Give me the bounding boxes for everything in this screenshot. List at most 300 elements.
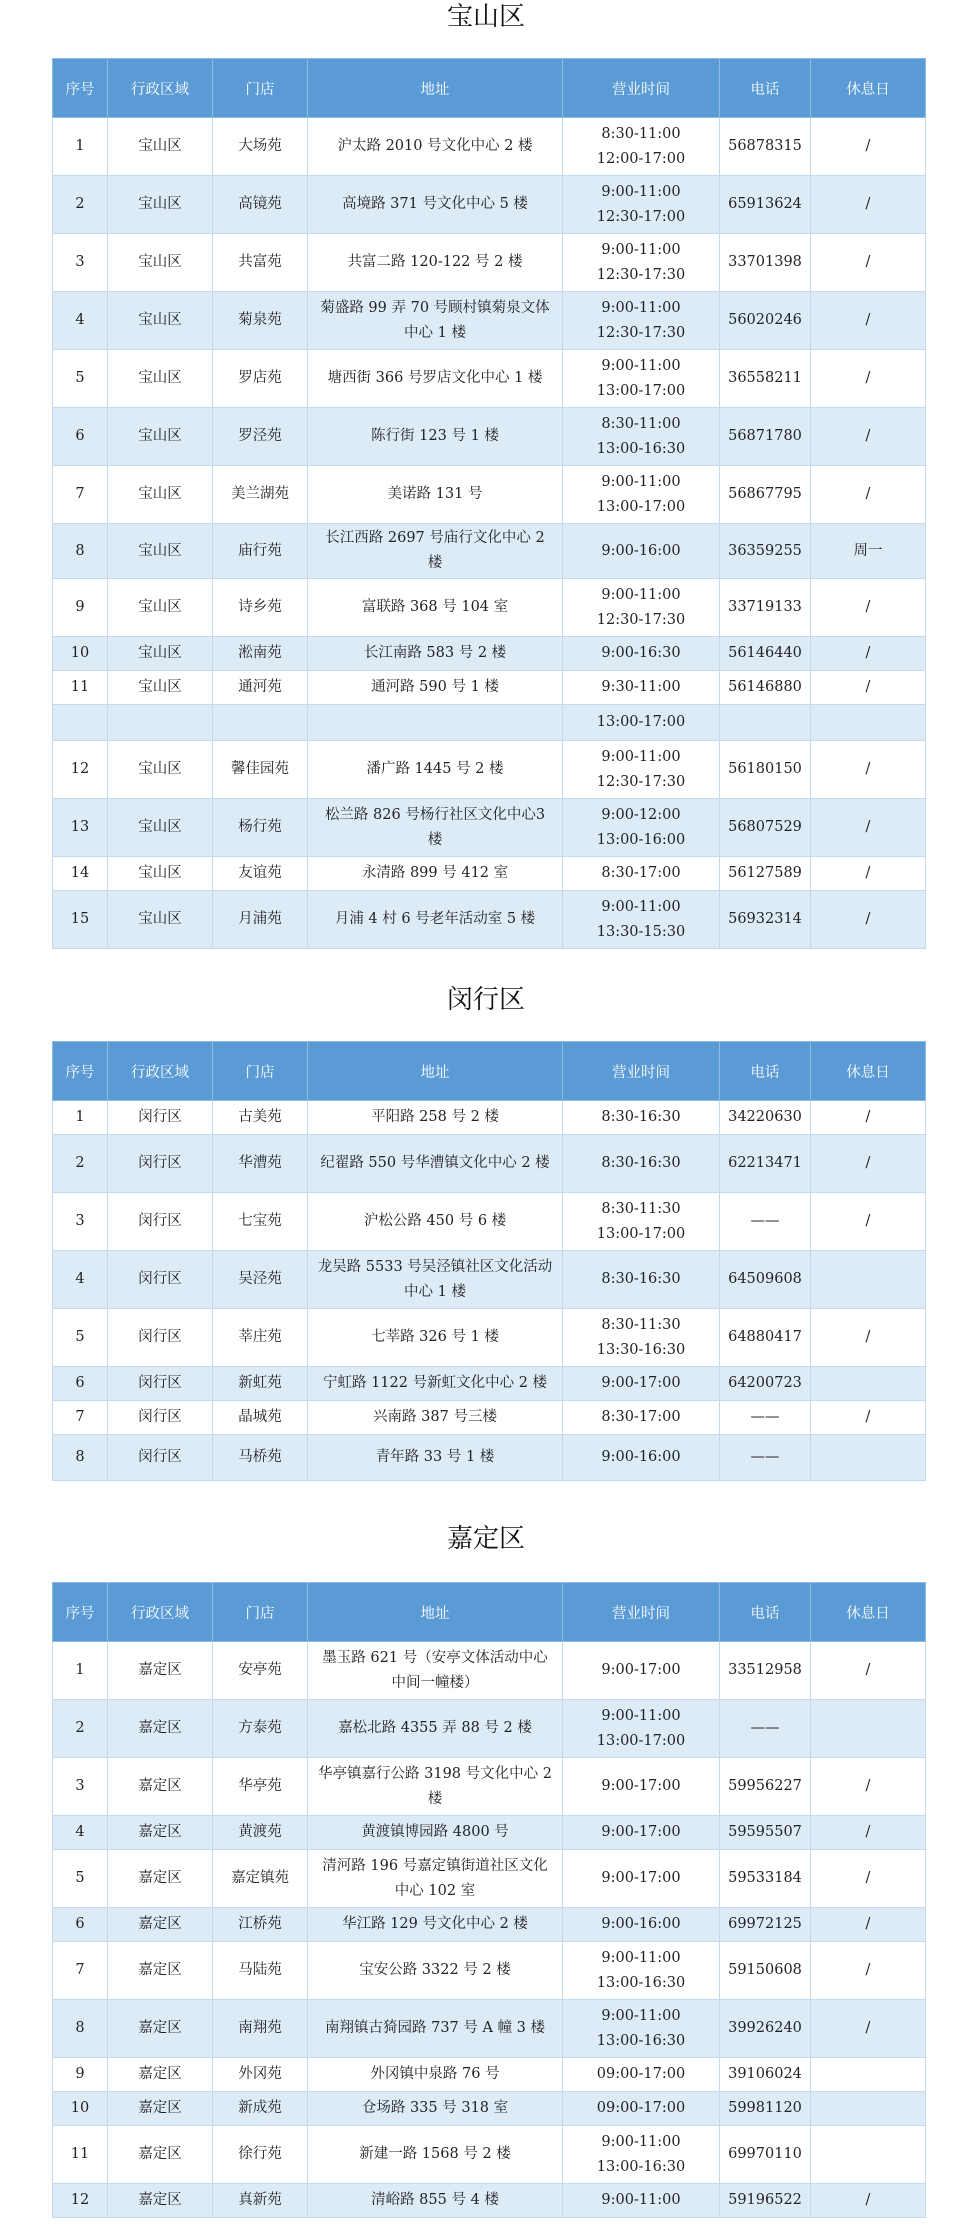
col-header-hours: 营业时间 — [563, 1042, 720, 1101]
cell-address: 通河路 590 号 1 楼 — [308, 671, 563, 705]
cell-index: 11 — [53, 671, 108, 705]
cell-index: 3 — [53, 234, 108, 292]
cell-address: 清峪路 855 号 4 楼 — [308, 2184, 563, 2218]
cell-index: 7 — [53, 466, 108, 524]
table-row — [53, 408, 926, 466]
cell-address: 高境路 371 号文化中心 5 楼 — [308, 176, 563, 234]
cell-rest-day: 周一 — [811, 524, 926, 579]
cell-hours: 09:00-17:00 — [563, 2092, 720, 2126]
cell-store: 莘庄苑 — [213, 1309, 308, 1367]
cell-address: 宁虹路 1122 号新虹文化中心 2 楼 — [308, 1367, 563, 1401]
cell-store: 真新苑 — [213, 2184, 308, 2218]
cell-district: 宝山区 — [108, 579, 213, 637]
cell-hours: 9:00-16:00 — [563, 1908, 720, 1942]
cell-district: 宝山区 — [108, 408, 213, 466]
cell-store: 嘉定镇苑 — [213, 1850, 308, 1908]
cell-address: 美诺路 131 号 — [308, 466, 563, 524]
cell-store: 方泰苑 — [213, 1700, 308, 1758]
cell-district: 闵行区 — [108, 1101, 213, 1135]
cell-district: 宝山区 — [108, 637, 213, 671]
table-row — [53, 705, 926, 741]
cell-rest-day — [811, 705, 926, 741]
cell-rest-day — [811, 2126, 926, 2184]
cell-store: 外冈苑 — [213, 2058, 308, 2092]
cell-address: 宝安公路 3322 号 2 楼 — [308, 1942, 563, 2000]
cell-district: 宝山区 — [108, 891, 213, 949]
table-row — [53, 1758, 926, 1816]
cell-index: 7 — [53, 1401, 108, 1435]
table-row — [53, 176, 926, 234]
table-row — [53, 2184, 926, 2218]
cell-hours: 9:00-11:00 13:00-16:30 — [563, 2126, 720, 2184]
cell-district: 嘉定区 — [108, 2000, 213, 2058]
table-row — [53, 799, 926, 857]
cell-index: 12 — [53, 2184, 108, 2218]
cell-index: 13 — [53, 799, 108, 857]
cell-rest-day: / — [811, 799, 926, 857]
cell-hours: 9:30-11:00 — [563, 671, 720, 705]
cell-address: 潘广路 1445 号 2 楼 — [308, 741, 563, 799]
cell-rest-day: / — [811, 292, 926, 350]
cell-hours: 9:00-16:00 — [563, 1435, 720, 1481]
cell-rest-day — [811, 1435, 926, 1481]
cell-phone: 64200723 — [720, 1367, 811, 1401]
cell-hours: 9:00-11:00 12:30-17:30 — [563, 579, 720, 637]
cell-store: 新虹苑 — [213, 1367, 308, 1401]
cell-store: 马桥苑 — [213, 1435, 308, 1481]
cell-rest-day: / — [811, 1908, 926, 1942]
cell-store: 安亭苑 — [213, 1642, 308, 1700]
cell-index: 6 — [53, 1367, 108, 1401]
table-row — [53, 292, 926, 350]
cell-hours: 13:00-17:00 — [563, 705, 720, 741]
cell-store: 七宝苑 — [213, 1193, 308, 1251]
cell-phone: 56146440 — [720, 637, 811, 671]
cell-address: 七莘路 326 号 1 楼 — [308, 1309, 563, 1367]
cell-hours: 8:30-11:30 13:30-16:30 — [563, 1309, 720, 1367]
cell-index: 7 — [53, 1942, 108, 2000]
cell-district: 嘉定区 — [108, 2058, 213, 2092]
cell-rest-day: / — [811, 1758, 926, 1816]
cell-index: 8 — [53, 1435, 108, 1481]
cell-phone: 59196522 — [720, 2184, 811, 2218]
col-header-store: 门店 — [213, 1583, 308, 1642]
cell-index: 9 — [53, 2058, 108, 2092]
col-header-district: 行政区域 — [108, 1583, 213, 1642]
col-header-store: 门店 — [213, 1042, 308, 1101]
col-header-rest-day: 休息日 — [811, 1583, 926, 1642]
cell-phone: 59150608 — [720, 1942, 811, 2000]
cell-rest-day: / — [811, 2184, 926, 2218]
cell-district: 嘉定区 — [108, 1942, 213, 2000]
cell-address: 龙吴路 5533 号吴泾镇社区文化活动中心 1 楼 — [308, 1251, 563, 1309]
cell-hours: 8:30-11:00 13:00-16:30 — [563, 408, 720, 466]
cell-hours: 9:00-17:00 — [563, 1642, 720, 1700]
cell-district: 宝山区 — [108, 350, 213, 408]
col-header-district: 行政区域 — [108, 1042, 213, 1101]
cell-rest-day: / — [811, 1135, 926, 1193]
cell-address: 月浦 4 村 6 号老年活动室 5 楼 — [308, 891, 563, 949]
cell-phone: —— — [720, 1193, 811, 1251]
table-row — [53, 2126, 926, 2184]
cell-phone — [720, 705, 811, 741]
cell-store: 共富苑 — [213, 234, 308, 292]
cell-hours: 9:00-16:30 — [563, 637, 720, 671]
cell-rest-day — [811, 2058, 926, 2092]
cell-rest-day — [811, 1700, 926, 1758]
cell-district: 嘉定区 — [108, 1908, 213, 1942]
col-header-phone: 电话 — [720, 1583, 811, 1642]
cell-hours: 9:00-17:00 — [563, 1758, 720, 1816]
cell-rest-day: / — [811, 891, 926, 949]
table-row — [53, 1816, 926, 1850]
col-header-phone: 电话 — [720, 1042, 811, 1101]
cell-store: 菊泉苑 — [213, 292, 308, 350]
cell-district: 嘉定区 — [108, 1850, 213, 1908]
cell-phone: 56878315 — [720, 118, 811, 176]
cell-phone: 33512958 — [720, 1642, 811, 1700]
cell-phone: 59981120 — [720, 2092, 811, 2126]
cell-hours: 8:30-11:30 13:00-17:00 — [563, 1193, 720, 1251]
col-header-hours: 营业时间 — [563, 59, 720, 118]
cell-phone: 33719133 — [720, 579, 811, 637]
cell-index: 3 — [53, 1758, 108, 1816]
cell-hours: 9:00-11:00 13:00-17:00 — [563, 466, 720, 524]
cell-rest-day — [811, 1367, 926, 1401]
cell-rest-day: / — [811, 1101, 926, 1135]
cell-district — [108, 705, 213, 741]
cell-index: 3 — [53, 1193, 108, 1251]
store-table-minhang — [52, 1041, 926, 1481]
cell-index: 6 — [53, 408, 108, 466]
cell-district: 嘉定区 — [108, 2126, 213, 2184]
cell-address: 平阳路 258 号 2 楼 — [308, 1101, 563, 1135]
cell-hours: 8:30-16:30 — [563, 1251, 720, 1309]
section-title-baoshan: 宝山区 — [446, 2, 525, 32]
cell-address: 华亭镇嘉行公路 3198 号文化中心 2 楼 — [308, 1758, 563, 1816]
table-header-row — [53, 1042, 926, 1101]
cell-district: 嘉定区 — [108, 1816, 213, 1850]
cell-rest-day: / — [811, 1816, 926, 1850]
cell-index: 4 — [53, 292, 108, 350]
cell-store: 南翔苑 — [213, 2000, 308, 2058]
cell-phone: 36359255 — [720, 524, 811, 579]
cell-phone: 59533184 — [720, 1850, 811, 1908]
cell-phone: 56146880 — [720, 671, 811, 705]
cell-phone: 39926240 — [720, 2000, 811, 2058]
table-row — [53, 1850, 926, 1908]
cell-address: 嘉松北路 4355 弄 88 号 2 楼 — [308, 1700, 563, 1758]
cell-phone: 59595507 — [720, 1816, 811, 1850]
cell-district: 宝山区 — [108, 799, 213, 857]
cell-store: 华漕苑 — [213, 1135, 308, 1193]
cell-index: 2 — [53, 176, 108, 234]
cell-address: 菊盛路 99 弄 70 号顾村镇菊泉文体中心 1 楼 — [308, 292, 563, 350]
cell-address: 青年路 33 号 1 楼 — [308, 1435, 563, 1481]
table-row — [53, 1401, 926, 1435]
table-row — [53, 1642, 926, 1700]
col-header-index: 序号 — [53, 1583, 108, 1642]
cell-index: 2 — [53, 1700, 108, 1758]
cell-rest-day: / — [811, 2000, 926, 2058]
cell-rest-day: / — [811, 176, 926, 234]
cell-district: 闵行区 — [108, 1401, 213, 1435]
cell-district: 宝山区 — [108, 118, 213, 176]
cell-store: 庙行苑 — [213, 524, 308, 579]
cell-store: 晶城苑 — [213, 1401, 308, 1435]
col-header-address: 地址 — [308, 1583, 563, 1642]
cell-store: 杨行苑 — [213, 799, 308, 857]
cell-address: 沪太路 2010 号文化中心 2 楼 — [308, 118, 563, 176]
cell-district: 闵行区 — [108, 1435, 213, 1481]
cell-hours: 8:30-11:00 12:00-17:00 — [563, 118, 720, 176]
cell-rest-day: / — [811, 857, 926, 891]
cell-index: 4 — [53, 1251, 108, 1309]
table-row — [53, 234, 926, 292]
col-header-index: 序号 — [53, 1042, 108, 1101]
cell-district: 宝山区 — [108, 524, 213, 579]
cell-phone: —— — [720, 1401, 811, 1435]
cell-address: 松兰路 826 号杨行社区文化中心3 楼 — [308, 799, 563, 857]
col-header-district: 行政区域 — [108, 59, 213, 118]
cell-index: 5 — [53, 1850, 108, 1908]
col-header-store: 门店 — [213, 59, 308, 118]
cell-hours: 9:00-12:00 13:00-16:00 — [563, 799, 720, 857]
cell-address: 黄渡镇博园路 4800 号 — [308, 1816, 563, 1850]
cell-hours: 9:00-11:00 13:00-17:00 — [563, 350, 720, 408]
table-row — [53, 1942, 926, 2000]
cell-phone: 65913624 — [720, 176, 811, 234]
table-row — [53, 1101, 926, 1135]
cell-hours: 8:30-16:30 — [563, 1101, 720, 1135]
cell-phone: 56932314 — [720, 891, 811, 949]
cell-rest-day: / — [811, 1309, 926, 1367]
cell-store: 新成苑 — [213, 2092, 308, 2126]
cell-store — [213, 705, 308, 741]
cell-hours: 9:00-11:00 13:00-16:30 — [563, 2000, 720, 2058]
table-row — [53, 1309, 926, 1367]
cell-address: 富联路 368 号 104 室 — [308, 579, 563, 637]
table-row — [53, 466, 926, 524]
cell-phone: 69970110 — [720, 2126, 811, 2184]
cell-store: 罗泾苑 — [213, 408, 308, 466]
cell-district: 嘉定区 — [108, 2092, 213, 2126]
cell-address: 新建一路 1568 号 2 楼 — [308, 2126, 563, 2184]
cell-district: 嘉定区 — [108, 1642, 213, 1700]
cell-index: 8 — [53, 524, 108, 579]
cell-rest-day: / — [811, 234, 926, 292]
cell-address: 墨玉路 621 号（安亭文体活动中心中间一幢楼） — [308, 1642, 563, 1700]
cell-index: 5 — [53, 350, 108, 408]
cell-phone: 56871780 — [720, 408, 811, 466]
cell-store: 徐行苑 — [213, 2126, 308, 2184]
cell-address: 永清路 899 号 412 室 — [308, 857, 563, 891]
cell-index: 1 — [53, 118, 108, 176]
cell-district: 闵行区 — [108, 1251, 213, 1309]
cell-address: 兴南路 387 号三楼 — [308, 1401, 563, 1435]
cell-index: 1 — [53, 1101, 108, 1135]
table-row — [53, 524, 926, 579]
cell-phone: 39106024 — [720, 2058, 811, 2092]
table-row — [53, 1135, 926, 1193]
cell-index: 12 — [53, 741, 108, 799]
cell-index: 15 — [53, 891, 108, 949]
cell-hours: 8:30-16:30 — [563, 1135, 720, 1193]
table-row — [53, 1367, 926, 1401]
cell-hours: 9:00-11:00 — [563, 2184, 720, 2218]
table-row — [53, 118, 926, 176]
cell-address: 陈行街 123 号 1 楼 — [308, 408, 563, 466]
cell-store: 华亭苑 — [213, 1758, 308, 1816]
cell-store: 美兰湖苑 — [213, 466, 308, 524]
table-header-row — [53, 1583, 926, 1642]
table-row — [53, 579, 926, 637]
cell-address: 纪翟路 550 号华漕镇文化中心 2 楼 — [308, 1135, 563, 1193]
cell-address: 仓场路 335 号 318 室 — [308, 2092, 563, 2126]
section-title-minhang: 闵行区 — [446, 985, 525, 1015]
cell-rest-day: / — [811, 1642, 926, 1700]
cell-store: 吴泾苑 — [213, 1251, 308, 1309]
cell-rest-day: / — [811, 1942, 926, 2000]
cell-phone: 59956227 — [720, 1758, 811, 1816]
col-header-address: 地址 — [308, 1042, 563, 1101]
col-header-rest-day: 休息日 — [811, 1042, 926, 1101]
cell-rest-day: / — [811, 350, 926, 408]
table-row — [53, 1700, 926, 1758]
cell-hours: 9:00-11:00 12:30-17:00 — [563, 176, 720, 234]
cell-district: 闵行区 — [108, 1367, 213, 1401]
cell-index: 1 — [53, 1642, 108, 1700]
cell-district: 宝山区 — [108, 671, 213, 705]
cell-store: 馨佳园苑 — [213, 741, 308, 799]
cell-store: 通河苑 — [213, 671, 308, 705]
cell-hours: 9:00-11:00 13:00-16:30 — [563, 1942, 720, 2000]
cell-address: 塘西街 366 号罗店文化中心 1 楼 — [308, 350, 563, 408]
table-row — [53, 1193, 926, 1251]
cell-store: 高镜苑 — [213, 176, 308, 234]
cell-district: 闵行区 — [108, 1193, 213, 1251]
cell-district: 宝山区 — [108, 466, 213, 524]
cell-hours: 8:30-17:00 — [563, 1401, 720, 1435]
cell-district: 宝山区 — [108, 741, 213, 799]
table-row — [53, 1435, 926, 1481]
cell-phone: 34220630 — [720, 1101, 811, 1135]
cell-district: 嘉定区 — [108, 1758, 213, 1816]
store-table-baoshan — [52, 58, 926, 949]
cell-hours: 09:00-17:00 — [563, 2058, 720, 2092]
cell-index: 6 — [53, 1908, 108, 1942]
cell-district: 闵行区 — [108, 1309, 213, 1367]
cell-phone: 62213471 — [720, 1135, 811, 1193]
table-row — [53, 1251, 926, 1309]
cell-rest-day: / — [811, 637, 926, 671]
cell-hours: 9:00-11:00 12:30-17:30 — [563, 234, 720, 292]
table-row — [53, 891, 926, 949]
cell-store: 淞南苑 — [213, 637, 308, 671]
cell-phone: 56867795 — [720, 466, 811, 524]
cell-address: 南翔镇古猗园路 737 号 A 幢 3 楼 — [308, 2000, 563, 2058]
cell-address: 长江南路 583 号 2 楼 — [308, 637, 563, 671]
col-header-phone: 电话 — [720, 59, 811, 118]
cell-rest-day — [811, 1251, 926, 1309]
cell-rest-day: / — [811, 466, 926, 524]
cell-phone: 64880417 — [720, 1309, 811, 1367]
cell-district: 嘉定区 — [108, 1700, 213, 1758]
cell-address: 长江西路 2697 号庙行文化中心 2 楼 — [308, 524, 563, 579]
cell-store: 友谊苑 — [213, 857, 308, 891]
cell-address — [308, 705, 563, 741]
cell-phone: 56807529 — [720, 799, 811, 857]
col-header-address: 地址 — [308, 59, 563, 118]
cell-district: 宝山区 — [108, 176, 213, 234]
cell-phone: 56020246 — [720, 292, 811, 350]
cell-address: 共富二路 120-122 号 2 楼 — [308, 234, 563, 292]
table-header-row — [53, 59, 926, 118]
cell-district: 宝山区 — [108, 292, 213, 350]
cell-address: 外冈镇中泉路 76 号 — [308, 2058, 563, 2092]
cell-rest-day: / — [811, 741, 926, 799]
cell-hours: 9:00-11:00 13:00-17:00 — [563, 1700, 720, 1758]
cell-hours: 9:00-11:00 12:30-17:30 — [563, 741, 720, 799]
cell-rest-day: / — [811, 671, 926, 705]
cell-address: 清河路 196 号嘉定镇街道社区文化中心 102 室 — [308, 1850, 563, 1908]
cell-store: 罗店苑 — [213, 350, 308, 408]
cell-hours: 9:00-17:00 — [563, 1367, 720, 1401]
cell-rest-day: / — [811, 1401, 926, 1435]
table-row — [53, 2000, 926, 2058]
cell-district: 嘉定区 — [108, 2184, 213, 2218]
cell-rest-day — [811, 2092, 926, 2126]
col-header-rest-day: 休息日 — [811, 59, 926, 118]
cell-index: 2 — [53, 1135, 108, 1193]
cell-store: 黄渡苑 — [213, 1816, 308, 1850]
cell-district: 宝山区 — [108, 234, 213, 292]
cell-phone: 64509608 — [720, 1251, 811, 1309]
cell-store: 古美苑 — [213, 1101, 308, 1135]
cell-district: 宝山区 — [108, 857, 213, 891]
cell-rest-day: / — [811, 1850, 926, 1908]
cell-index — [53, 705, 108, 741]
cell-store: 江桥苑 — [213, 1908, 308, 1942]
cell-rest-day: / — [811, 1193, 926, 1251]
cell-index: 11 — [53, 2126, 108, 2184]
cell-index: 10 — [53, 637, 108, 671]
cell-phone: 56127589 — [720, 857, 811, 891]
table-row — [53, 857, 926, 891]
cell-hours: 9:00-11:00 13:30-15:30 — [563, 891, 720, 949]
cell-index: 9 — [53, 579, 108, 637]
cell-rest-day: / — [811, 408, 926, 466]
cell-address: 华江路 129 号文化中心 2 楼 — [308, 1908, 563, 1942]
col-header-hours: 营业时间 — [563, 1583, 720, 1642]
cell-phone: 36558211 — [720, 350, 811, 408]
table-row — [53, 2058, 926, 2092]
table-row — [53, 2092, 926, 2126]
cell-index: 4 — [53, 1816, 108, 1850]
cell-index: 10 — [53, 2092, 108, 2126]
cell-phone: —— — [720, 1435, 811, 1481]
cell-phone: 33701398 — [720, 234, 811, 292]
store-table-jiading — [52, 1582, 926, 2218]
cell-hours: 9:00-17:00 — [563, 1850, 720, 1908]
cell-store: 诗乡苑 — [213, 579, 308, 637]
col-header-index: 序号 — [53, 59, 108, 118]
cell-hours: 9:00-17:00 — [563, 1816, 720, 1850]
table-row — [53, 1908, 926, 1942]
cell-hours: 8:30-17:00 — [563, 857, 720, 891]
cell-index: 14 — [53, 857, 108, 891]
cell-hours: 9:00-16:00 — [563, 524, 720, 579]
